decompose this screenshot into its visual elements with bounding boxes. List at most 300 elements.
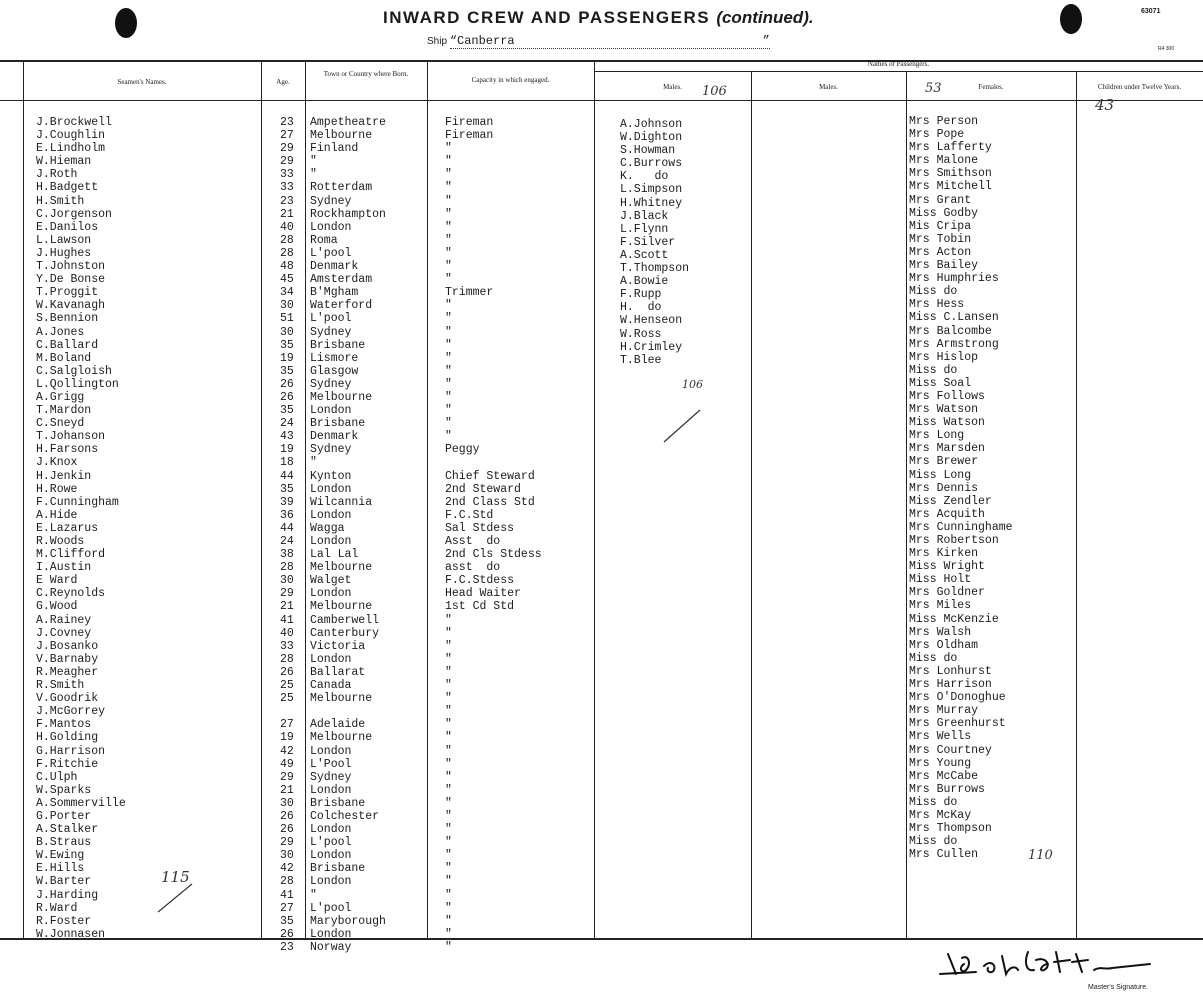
crew-name: C.Sneyd xyxy=(36,417,85,431)
crew-birthplace: Waterford xyxy=(310,299,373,313)
crew-age: 34 xyxy=(280,286,294,300)
crew-birthplace: London xyxy=(310,823,352,837)
crew-birthplace: London xyxy=(310,875,352,889)
header-age: Age. xyxy=(276,78,290,86)
crew-birthplace: Sydney xyxy=(310,194,352,208)
female-passenger: Mrs Walsh xyxy=(909,625,972,639)
form-ref: R4 300 xyxy=(1158,46,1175,52)
female-passenger: Miss C.Lansen xyxy=(909,311,999,325)
crew-birthplace: Lal Lal xyxy=(310,548,359,562)
female-passenger: Miss do xyxy=(909,363,958,377)
crew-birthplace: Brisbane xyxy=(310,862,366,876)
crew-name: J.McGorrey xyxy=(36,705,106,719)
crew-name: J.Harding xyxy=(36,888,99,902)
crew-birthplace: Sydney xyxy=(310,443,352,457)
crew-age: 43 xyxy=(280,430,294,444)
crew-capacity: Asst do xyxy=(445,535,501,548)
header-females: Females. xyxy=(978,83,1004,91)
crew-name: E.Lindholm xyxy=(36,142,106,156)
crew-capacity: " xyxy=(445,836,452,850)
crew-age: 28 xyxy=(280,561,294,575)
female-passenger: Mrs Acton xyxy=(909,245,972,259)
crew-age: 29 xyxy=(280,836,294,850)
crew-birthplace: Norway xyxy=(310,940,352,954)
crew-name: T.Johanson xyxy=(36,430,106,444)
male-passenger: K. do xyxy=(620,170,669,184)
crew-name: J.Covney xyxy=(36,626,92,640)
crew-birthplace: Amsterdam xyxy=(310,273,373,287)
crew-birthplace: " xyxy=(310,456,317,470)
header-passengers: Names of Passengers. xyxy=(867,60,930,68)
crew-capacity: " xyxy=(445,783,452,797)
crew-age: 48 xyxy=(280,260,294,274)
header-bottom-rule xyxy=(0,100,1203,101)
crew-capacity-column xyxy=(445,116,542,954)
crew-age: 35 xyxy=(280,404,294,418)
male-passenger: H.Crimley xyxy=(620,340,683,354)
crew-capacity: " xyxy=(445,914,452,928)
crew-age: 29 xyxy=(280,155,294,169)
crew-age: 33 xyxy=(280,168,294,182)
col-rule-6 xyxy=(751,72,752,938)
female-passenger: Mrs Balcombe xyxy=(909,324,992,338)
male-passenger: H.Whitney xyxy=(620,196,683,210)
crew-birthplace: " xyxy=(310,888,317,902)
crew-age: 38 xyxy=(280,548,294,562)
crew-birthplace: London xyxy=(310,535,352,548)
crew-birthplace: London xyxy=(310,744,352,758)
crew-name: F.Cunningham xyxy=(36,495,119,509)
crew-capacity: " xyxy=(445,639,452,653)
crew-birthplace: London xyxy=(310,587,352,601)
crew-name: A.Grigg xyxy=(36,390,85,404)
crew-name: W.Sparks xyxy=(36,783,92,797)
crew-name: M.Boland xyxy=(36,351,92,365)
ship-name-close: ” xyxy=(762,34,770,48)
crew-name: H.Golding xyxy=(36,731,99,745)
crew-age: 44 xyxy=(280,469,294,483)
crew-birthplace: London xyxy=(310,220,352,234)
form-number: 63071 xyxy=(1141,8,1161,15)
crew-name: A.Stalker xyxy=(36,823,99,837)
crew-ages-column xyxy=(280,116,294,954)
female-passenger: Mrs Robertson xyxy=(909,534,999,547)
crew-age: 51 xyxy=(280,312,294,326)
crew-age: 24 xyxy=(280,417,294,431)
children-total-annotation: 43 xyxy=(1095,96,1115,114)
crew-age: 40 xyxy=(280,220,294,234)
female-passenger: Mrs Cunninghame xyxy=(909,520,1013,534)
crew-birthplace: Colchester xyxy=(310,809,380,823)
crew-age: 19 xyxy=(280,351,294,365)
female-passenger: Miss do xyxy=(909,651,958,665)
crew-birthplace: London xyxy=(310,404,352,418)
ship-field xyxy=(427,34,770,49)
crew-birthplace: L'pool xyxy=(310,836,352,850)
crew-age: 26 xyxy=(280,823,294,837)
header-males-2: Males. xyxy=(819,83,838,91)
col-rule-2 xyxy=(261,62,262,940)
crew-name: F.Ritchie xyxy=(36,757,99,771)
crew-birthplace: Sydney xyxy=(310,377,352,391)
crew-age: 27 xyxy=(280,718,294,732)
crew-birthplace: Melbourne xyxy=(310,129,373,143)
female-passenger: Mrs Bailey xyxy=(909,259,979,273)
crew-capacity: " xyxy=(445,312,452,326)
female-passenger: Mrs Malone xyxy=(909,154,979,168)
crew-birthplace: London xyxy=(310,482,352,496)
female-passenger: Miss Wright xyxy=(909,560,985,574)
crew-name: J.Roth xyxy=(36,168,78,182)
crew-capacity: " xyxy=(445,744,452,758)
female-passenger: Mrs Greenhurst xyxy=(909,717,1006,731)
crew-birthplace: Sydney xyxy=(310,770,352,784)
crew-capacity: Peggy xyxy=(445,443,480,457)
crew-birthplace: Camberwell xyxy=(310,613,380,627)
female-passenger: Mrs Goldner xyxy=(909,586,985,600)
crew-age: 30 xyxy=(280,574,294,588)
crew-age: 28 xyxy=(280,652,294,666)
crew-name: T.Proggit xyxy=(36,286,99,300)
female-passenger: Mrs Humphries xyxy=(909,272,999,286)
crew-age: 30 xyxy=(280,325,294,339)
header-children: Children under Twelve Years. xyxy=(1097,83,1182,91)
female-passenger: Mrs Wells xyxy=(909,730,972,744)
male-passenger: W.Henseon xyxy=(620,314,683,328)
crew-birthplace: L'pool xyxy=(310,312,352,326)
females-last-annotation: 110 xyxy=(1028,848,1053,863)
crew-name: J.Coughlin xyxy=(36,129,106,143)
female-passenger: Mrs Follows xyxy=(909,389,985,403)
female-passenger: Mrs Young xyxy=(909,756,972,770)
female-passenger: Mrs Murray xyxy=(909,704,979,718)
female-passenger: Miss Soal xyxy=(909,376,972,390)
female-passenger: Mrs Lafferty xyxy=(909,141,992,155)
crew-name: B.Straus xyxy=(36,836,92,850)
female-passenger: Mrs McCabe xyxy=(909,769,979,783)
punch-hole-right xyxy=(1060,4,1082,34)
crew-name: J.Hughes xyxy=(36,246,92,260)
crew-capacity: " xyxy=(445,940,452,954)
crew-age: 39 xyxy=(280,495,294,509)
crew-capacity: " xyxy=(445,181,452,195)
crew-birthplace: Lismore xyxy=(310,351,359,365)
crew-birthplace: Sydney xyxy=(310,325,352,339)
crew-capacity: " xyxy=(445,299,452,313)
crew-born-column xyxy=(310,116,386,954)
male-passenger: T.Thompson xyxy=(620,262,690,276)
crew-capacity: Trimmer xyxy=(445,286,494,300)
crew-age: 49 xyxy=(280,757,294,771)
crew-birthplace: Rockhampton xyxy=(310,207,386,221)
crew-age: 26 xyxy=(280,809,294,823)
crew-age: 21 xyxy=(280,600,294,614)
crew-age: 45 xyxy=(280,273,294,287)
crew-capacity: 2nd Steward xyxy=(445,482,521,496)
ship-name-text: “Canberra xyxy=(449,34,515,48)
crew-birthplace: " xyxy=(310,155,317,169)
male-passenger: W.Ross xyxy=(620,327,662,341)
crew-age: 29 xyxy=(280,587,294,601)
signature-label: Master's Signature. xyxy=(1088,984,1149,991)
crew-age xyxy=(280,705,294,718)
female-passenger: Miss Godby xyxy=(909,206,979,220)
crew-birthplace: Denmark xyxy=(310,260,359,274)
female-passenger: Mrs Cullen xyxy=(909,848,979,862)
female-passenger: Miss do xyxy=(909,835,958,849)
crew-age: 24 xyxy=(280,535,294,548)
crew-capacity: " xyxy=(445,155,452,169)
crew-capacity: " xyxy=(445,613,452,627)
female-passenger: Mrs Person xyxy=(909,115,979,128)
crew-name: J.Knox xyxy=(36,456,78,470)
crew-birthplace: Melbourne xyxy=(310,600,373,614)
male-passenger: S.Howman xyxy=(620,144,676,158)
crew-age: 21 xyxy=(280,207,294,221)
crew-age: 26 xyxy=(280,927,294,941)
crew-age: 42 xyxy=(280,862,294,876)
crew-name: H.Smith xyxy=(36,194,85,208)
crew-name: F.Mantos xyxy=(36,718,92,732)
crew-name: A.Rainey xyxy=(36,613,92,627)
crew-capacity: " xyxy=(445,901,452,915)
punch-hole-left xyxy=(115,8,137,38)
crew-birthplace: Wagga xyxy=(310,521,345,535)
crew-age: 28 xyxy=(280,246,294,260)
crew-birthplace: Glasgow xyxy=(310,364,359,378)
crew-capacity: " xyxy=(445,665,452,679)
crew-capacity: Sal Stdess xyxy=(445,521,515,535)
ship-label: Ship xyxy=(427,36,448,47)
title-suffix: (continued). xyxy=(716,8,814,27)
crew-birthplace: Walget xyxy=(310,574,352,588)
crew-name: Y.De Bonse xyxy=(36,273,106,287)
crew-name: A.Hide xyxy=(36,508,78,522)
crew-names-column xyxy=(36,116,126,941)
female-passenger: Mrs Hess xyxy=(909,298,965,312)
crew-birthplace: Melbourne xyxy=(310,731,373,745)
crew-name: R.Woods xyxy=(36,535,85,548)
crew-name: T.Mardon xyxy=(36,404,92,418)
crew-name: C.Salgloish xyxy=(36,364,112,378)
crew-birthplace: Brisbane xyxy=(310,796,366,810)
crew-capacity: " xyxy=(445,260,452,274)
crew-capacity: 2nd Class Std xyxy=(445,495,535,509)
crew-birthplace: Ampetheatre xyxy=(310,116,386,129)
header-seamen: Seamen's Names. xyxy=(117,78,167,86)
female-passenger: Mrs Kirken xyxy=(909,547,979,561)
passenger-header-rule xyxy=(594,71,1203,72)
males-total-annotation: 106 xyxy=(702,84,727,99)
crew-capacity: " xyxy=(445,168,452,182)
crew-birthplace: L'Pool xyxy=(310,757,352,771)
crew-capacity: " xyxy=(445,652,452,666)
crew-capacity: " xyxy=(445,377,452,391)
female-passenger: Mrs Pope xyxy=(909,128,965,142)
crew-birthplace: Canada xyxy=(310,679,352,693)
female-passenger: Miss Zendler xyxy=(909,494,992,508)
crew-capacity: " xyxy=(445,770,452,784)
crew-capacity: asst do xyxy=(445,561,501,575)
female-passenger: Mrs Acquith xyxy=(909,507,985,521)
crew-capacity: " xyxy=(445,390,452,404)
page-title xyxy=(383,8,814,28)
col-rule-3 xyxy=(305,62,306,940)
crew-age: 27 xyxy=(280,901,294,915)
crew-name: R.Smith xyxy=(36,679,85,693)
male-passenger: J.Black xyxy=(620,209,669,223)
header-males-1: Males. xyxy=(663,83,682,91)
male-passenger: H. do xyxy=(620,301,662,315)
crew-name: J.Brockwell xyxy=(36,116,112,129)
male-passenger: C.Burrows xyxy=(620,157,683,171)
crew-name: C.Jorgenson xyxy=(36,207,112,221)
female-passenger: Mis Cripa xyxy=(909,219,972,233)
crew-age: 29 xyxy=(280,142,294,156)
crew-birthplace: Rotterdam xyxy=(310,181,373,195)
crew-name: V.Barnaby xyxy=(36,652,99,666)
crew-birthplace: Brisbane xyxy=(310,417,366,431)
crew-age: 33 xyxy=(280,181,294,195)
crew-capacity: " xyxy=(445,731,452,745)
crew-name: J.Bosanko xyxy=(36,639,99,653)
crew-birthplace: Ballarat xyxy=(310,665,366,679)
crew-name: R.Foster xyxy=(36,914,92,928)
header-capacity: Capacity in which engaged. xyxy=(471,76,550,84)
crew-capacity: " xyxy=(445,207,452,221)
crew-name: H.Farsons xyxy=(36,443,99,457)
crew-age: 18 xyxy=(280,456,294,470)
crew-name: H.Jenkin xyxy=(36,469,92,483)
male-passenger: F.Silver xyxy=(620,235,676,249)
female-passenger: Mrs Lonhurst xyxy=(909,664,992,678)
crew-name: W.Jonnasen xyxy=(36,927,106,941)
crew-age: 23 xyxy=(280,116,294,129)
crew-age: 26 xyxy=(280,665,294,679)
crew-age: 28 xyxy=(280,233,294,247)
ship-name xyxy=(450,34,770,49)
master-signature xyxy=(936,940,1156,982)
crew-birthplace: " xyxy=(310,168,317,182)
female-passenger: Mrs Marsden xyxy=(909,442,985,456)
crew-capacity: " xyxy=(445,757,452,771)
crew-capacity: " xyxy=(445,679,452,693)
male-passenger: A.Bowie xyxy=(620,275,669,289)
female-passenger: Mrs Hislop xyxy=(909,350,979,364)
female-passenger: Mrs Miles xyxy=(909,599,972,613)
crew-capacity: " xyxy=(445,430,452,444)
crew-birthplace: Melbourne xyxy=(310,561,373,575)
crew-capacity: " xyxy=(445,927,452,941)
male-passenger: T.Blee xyxy=(620,353,662,367)
females-total-annotation: 53 xyxy=(925,81,942,96)
male-passenger: A.Johnson xyxy=(620,118,683,131)
female-passenger: Miss Long xyxy=(909,468,972,482)
males-check-annotation: 106 xyxy=(682,378,703,391)
crew-age: 33 xyxy=(280,639,294,653)
crew-capacity: " xyxy=(445,718,452,732)
female-passenger: Miss McKenzie xyxy=(909,612,999,626)
crew-name: H.Badgett xyxy=(36,181,99,195)
crew-name: G.Wood xyxy=(36,600,78,614)
crew-capacity: " xyxy=(445,142,452,156)
crew-age: 40 xyxy=(280,626,294,640)
female-passenger: Mrs Armstrong xyxy=(909,337,999,351)
crew-name: L.Qollington xyxy=(36,377,119,391)
passengers-males-column xyxy=(620,118,689,367)
crew-birthplace: Victoria xyxy=(310,639,366,653)
crew-capacity: " xyxy=(445,194,452,208)
crew-age: 28 xyxy=(280,875,294,889)
crew-birthplace: Finland xyxy=(310,142,359,156)
crew-name: V.Goodrik xyxy=(36,692,99,706)
female-passenger: Mrs Thompson xyxy=(909,822,992,836)
crew-total-annotation: 115 xyxy=(161,868,190,886)
crew-age: 29 xyxy=(280,770,294,784)
col-rule-5 xyxy=(594,62,595,940)
female-passenger: Mrs Watson xyxy=(909,403,979,417)
female-passenger: Mrs Long xyxy=(909,429,965,443)
female-passenger: Mrs Oldham xyxy=(909,638,979,652)
col-rule-8 xyxy=(1076,72,1077,938)
crew-birthplace: Melbourne xyxy=(310,692,373,706)
crew-birthplace: London xyxy=(310,783,352,797)
crew-name: M.Clifford xyxy=(36,548,106,562)
crew-birthplace: London xyxy=(310,508,352,522)
crew-birthplace: London xyxy=(310,849,352,863)
crew-name: H.Rowe xyxy=(36,482,78,496)
crew-name: G.Harrison xyxy=(36,744,106,758)
female-passenger: Mrs Burrows xyxy=(909,782,985,796)
crew-age: 36 xyxy=(280,508,294,522)
crew-birthplace: B'Mgham xyxy=(310,286,359,300)
crew-capacity: " xyxy=(445,796,452,810)
crew-name: E.Danilos xyxy=(36,220,99,234)
col-rule-4 xyxy=(427,62,428,940)
crew-name: G.Porter xyxy=(36,809,92,823)
female-passenger: Mrs Mitchell xyxy=(909,180,992,194)
crew-capacity: " xyxy=(445,862,452,876)
crew-age: 27 xyxy=(280,129,294,143)
female-passenger: Mrs Grant xyxy=(909,193,972,207)
crew-capacity: " xyxy=(445,809,452,823)
crew-capacity: Chief Steward xyxy=(445,469,535,483)
crew-capacity: " xyxy=(445,338,452,352)
crew-age: 25 xyxy=(280,679,294,693)
crew-capacity: F.C.Std xyxy=(445,508,494,522)
crew-name: W.Ewing xyxy=(36,849,85,863)
crew-capacity: " xyxy=(445,888,452,902)
crew-capacity: " xyxy=(445,849,452,863)
crew-name: E.Hills xyxy=(36,862,85,876)
crew-name: E.Lazarus xyxy=(36,521,99,535)
crew-name: C.Ballard xyxy=(36,338,99,352)
crew-capacity: " xyxy=(445,404,452,418)
crew-name: W.Barter xyxy=(36,875,92,889)
header-born: Town or Country where Born. xyxy=(323,70,409,78)
crew-age: 41 xyxy=(280,888,294,902)
male-passenger: F.Rupp xyxy=(620,288,662,302)
female-passenger: Miss do xyxy=(909,795,958,809)
crew-name: T.Johnston xyxy=(36,260,106,274)
crew-birthplace xyxy=(310,705,386,718)
female-passenger: Miss Watson xyxy=(909,416,985,430)
crew-age: 21 xyxy=(280,783,294,797)
crew-name: W.Hieman xyxy=(36,155,92,169)
female-passenger: Miss do xyxy=(909,285,958,299)
crew-age: 44 xyxy=(280,521,294,535)
crew-capacity: " xyxy=(445,246,452,260)
